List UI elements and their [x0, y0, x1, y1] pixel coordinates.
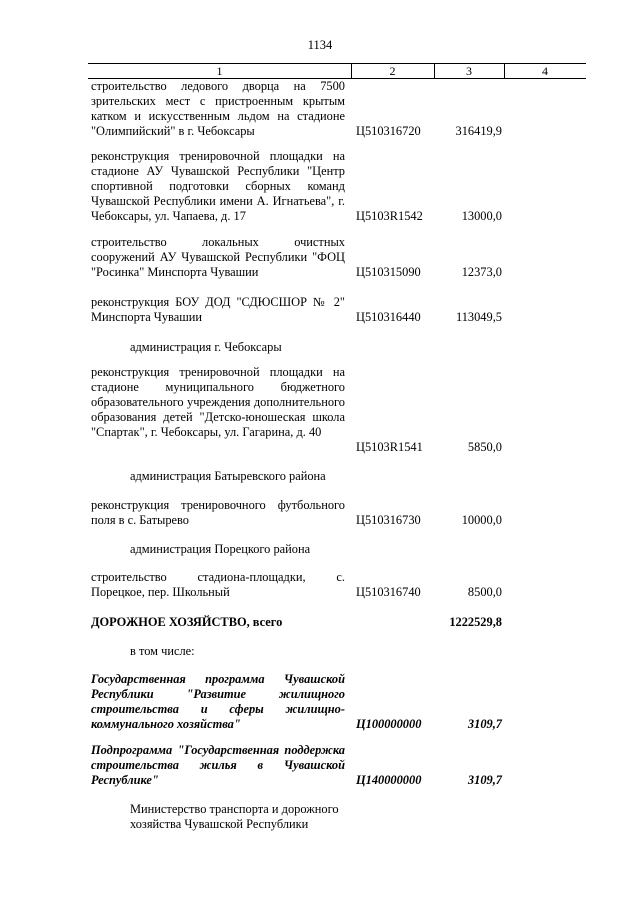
- section-label: администрация г. Чебоксары: [130, 340, 282, 354]
- row-code: Ц5103R1542: [356, 209, 423, 223]
- row-amount: 12373,0: [461, 265, 502, 279]
- subprogram-title: Подпрограмма "Государственная поддержка строительства жилья в Чувашской Республике": [91, 743, 345, 787]
- row-amount: 13000,0: [461, 209, 502, 223]
- row-text: реконструкция тренировочного футбольного поля в с. Батырево: [91, 498, 345, 527]
- page-number: 1134: [307, 38, 333, 52]
- row-text: строительство локальных очистных сооружений АУ Чувашской Республики "ФОЦ "Росинка" Минспорта Чувашии: [91, 235, 345, 279]
- table-header: [88, 63, 586, 79]
- program-title: Государственная программа Чувашской Республики "Развитие жилищного строительства и сферы жилищно-коммунального хозяйства": [91, 672, 345, 731]
- row-text: реконструкция БОУ ДОД "СДЮСШОР № 2" Минспорта Чувашии: [91, 295, 345, 324]
- header-col-3: 3: [466, 64, 472, 78]
- row-code: Ц510316740: [356, 585, 421, 599]
- subprogram-amount: 3109,7: [467, 773, 502, 787]
- row-code: Ц5103R1541: [356, 440, 423, 454]
- row-text: реконструкция тренировочной площадки на стадионе муниципального бюджетного образовательного учреждения дополнительного образования детей "Детско-юношеская школа "Спартак", г. Чебоксары, ул. Гагарина, д. 40: [91, 365, 345, 439]
- row-code: Ц510316730: [356, 513, 421, 527]
- including-label: в том числе:: [130, 644, 195, 658]
- row-text: строительство ледового дворца на 7500 зрительских мест с пристроенным крытым катком и искусственным льдом на стадионе "Олимпийский" в г. Чебоксары: [91, 79, 345, 138]
- section-label: администрация Батыревского района: [130, 469, 326, 483]
- section-label: Министерство транспорта и дорожного хозяйства Чувашской Республики: [130, 802, 339, 831]
- section-total-amount: 1222529,8: [449, 615, 502, 629]
- subprogram-code: Ц140000000: [356, 773, 422, 787]
- header-col-1: 1: [216, 64, 223, 78]
- header-col-2: 2: [389, 64, 396, 78]
- row-amount: 113049,5: [455, 310, 502, 324]
- row-text: строительство стадиона-площадки, с. Порецкое, пер. Школьный: [91, 570, 345, 599]
- row-amount: 316419,9: [455, 124, 502, 138]
- row-amount: 5850,0: [467, 440, 502, 454]
- program-amount: 3109,7: [467, 717, 502, 731]
- row-amount: 10000,0: [461, 513, 502, 527]
- section-label: администрация Порецкого района: [130, 542, 311, 556]
- row-code: Ц510316440: [356, 310, 421, 324]
- section-total-title: ДОРОЖНОЕ ХОЗЯЙСТВО, всего: [91, 615, 283, 629]
- program-code: Ц100000000: [356, 717, 422, 731]
- header-col-4: 4: [542, 64, 548, 78]
- row-code: Ц510315090: [356, 265, 421, 279]
- row-text: реконструкция тренировочной площадки на стадионе АУ Чувашской Республики "Центр спортивной подготовки сборных команд Чувашской Республики имени А. Игнатьева", г. Чебоксары, ул. Чапаева, д. 17: [91, 149, 345, 223]
- row-amount: 8500,0: [467, 585, 502, 599]
- row-code: Ц510316720: [356, 124, 421, 138]
